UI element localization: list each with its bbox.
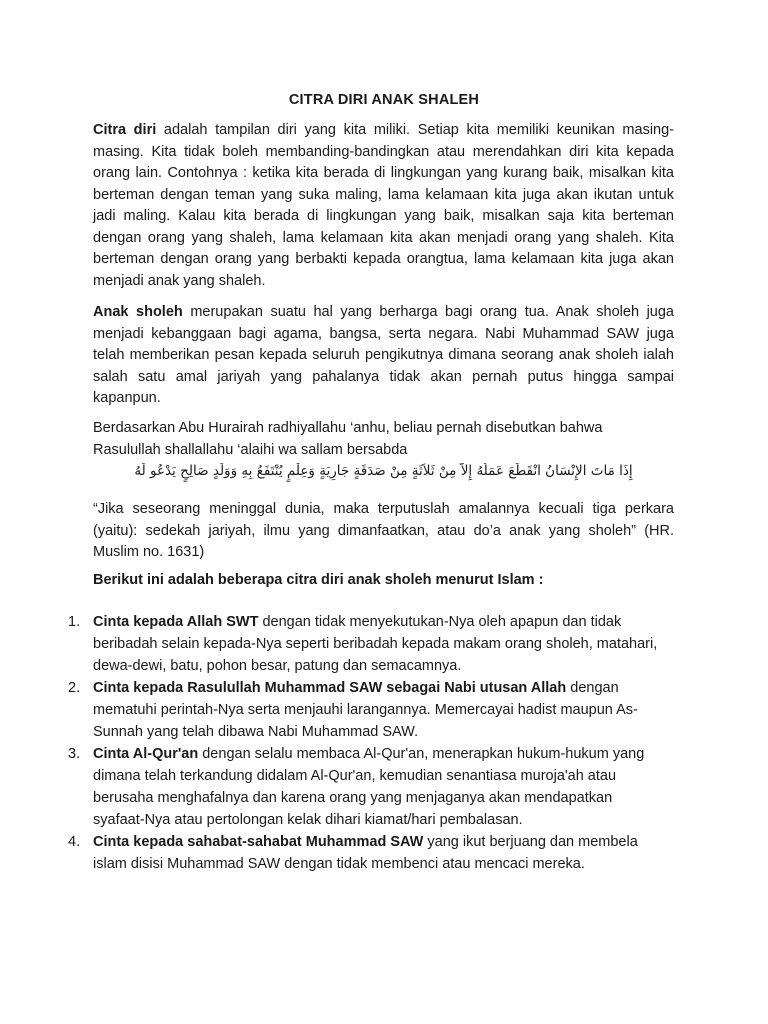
arabic-hadith: إِذَا مَاتَ الإِنْسَانُ انْقَطَعَ عَمَلُهُ إِلاَّ مِنْ ثَلاَثَةٍ مِنْ صَدَقَةٍ جَارِيَةٍ وَعِلْمٍ يُنْتَفَعُ بِهِ وَوَلَدٍ صَالِحٍ يَدْعُو لَهُ: [134, 463, 633, 479]
paragraph-citra-diri-text: adalah tampilan diri yang kita miliki. Setiap kita memiliki keunikan masing-masing. Kita tidak boleh membanding-bandingkan atau merendahkan diri kita kepada orang lain. Contohnya : ketika kita berada di lingkungan yang kurang baik, misalkan kita berteman dengan teman yang suka maling, lama kelamaan kita juga akan ikutan untuk jadi maling. Kalau kita berada di lingkungan yang baik, misalkan saja kita berteman dengan orang yang shaleh, lama kelamaan kita akan menjadi orang yang shaleh. Kita berteman dengan orang yang berbakti kepada orangtua, lama kelamaan kita juga akan menjadi anak yang shaleh.: [93, 122, 674, 289]
paragraph-citra-diri: [93, 120, 674, 292]
list-item-number: 3.: [68, 746, 81, 762]
list-item-number: 1.: [68, 614, 81, 630]
list-item-title: Cinta kepada sahabat-sahabat Muhammad SAW: [93, 834, 424, 850]
list-item-title: Cinta kepada Rasulullah Muhammad SAW sebagai Nabi utusan Allah: [93, 680, 567, 696]
list-item-text: [93, 611, 667, 677]
list-item-body: dengan tidak menyekutukan-Nya oleh apapun dan tidak beribadah selain kepada-Nya seperti beribadah kepada makam orang sholeh, matahari, dewa-dewi, batu, pohon besar, patung dan semacamnya.: [93, 614, 658, 674]
paragraph-hadith-intro: Berdasarkan Abu Hurairah radhiyallahu ‘anhu, beliau pernah disebutkan bahwa Rasulullah shallallahu ‘alaihi wa sallam bersabda: [93, 420, 603, 458]
citra-diri-list: [0, 611, 768, 875]
list-item-title: Cinta Al-Qur'an: [93, 746, 199, 762]
hadith-translation: “Jika seseorang meninggal dunia, maka terputuslah amalannya kecuali tiga perkara (yaitu): sedekah jariyah, ilmu yang dimanfaatkan, atau do’a anak yang sholeh” (HR. Muslim no. 1631): [93, 501, 674, 560]
list-item: [0, 677, 768, 743]
list-item-number: 2.: [68, 680, 81, 696]
paragraph-anak-sholeh-text: merupakan suatu hal yang berharga bagi orang tua. Anak sholeh juga menjadi kebanggaan bagi agama, bangsa, serta negara. Nabi Muhammad SAW juga telah memberikan pesan kepada seluruh pengikutnya dimana seorang anak sholeh ialah salah satu amal jariyah yang pahalanya tidak akan pernah putus hingga sampai kapanpun.: [93, 304, 674, 406]
list-item-body: dengan selalu membaca Al-Qur'an, menerapkan hukum-hukum yang dimana telah terkandung didalam Al-Qur'an, kemudian senantiasa muroja'ah atau berusaha menghafalnya dan karena orang yang menjaganya akan mendapatkan syafaat-Nya atau pertolongan kelak dihari kiamat/hari pembalasan.: [93, 746, 645, 828]
list-item-title: Cinta kepada Allah SWT: [93, 614, 259, 630]
list-item-text: [93, 743, 667, 831]
list-item-number: 4.: [68, 834, 81, 850]
list-item-text: [93, 677, 667, 743]
term-citra-diri: Citra diri: [93, 122, 157, 138]
list-item-text: [93, 831, 667, 875]
document-title: CITRA DIRI ANAK SHALEH: [288, 92, 480, 108]
term-anak-sholeh: Anak sholeh: [93, 304, 183, 320]
paragraph-anak-sholeh: [93, 302, 674, 410]
list-item: [0, 831, 768, 875]
list-item: [0, 743, 768, 831]
list-item-body: yang ikut berjuang dan membela islam disisi Muhammad SAW dengan tidak membenci atau mencaci mereka.: [93, 834, 638, 872]
list-item-body: dengan mematuhi perintah-Nya serta menjauhi larangannya. Memercayai hadist maupun As-Sunnah yang telah dibawa Nabi Muhammad SAW.: [93, 680, 638, 740]
list-item: [0, 611, 768, 677]
list-heading: Berikut ini adalah beberapa citra diri anak sholeh menurut Islam :: [93, 572, 544, 588]
